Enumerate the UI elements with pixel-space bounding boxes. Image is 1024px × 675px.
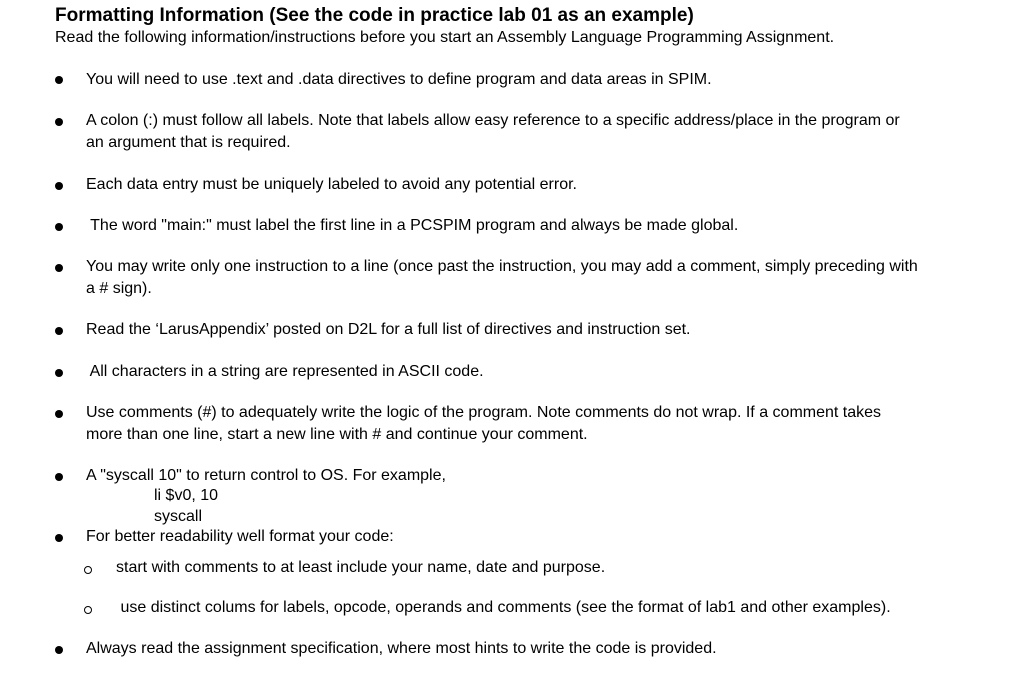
- bullet-icon: [55, 182, 63, 190]
- list-item-continuation: more than one line, start a new line with # and continue your comment.: [86, 426, 588, 443]
- list-item: Each data entry must be uniquely labeled to avoid any potential error.: [86, 176, 577, 193]
- list-item: The word "main:" must label the first line in a PCSPIM program and always be made global.: [86, 217, 739, 234]
- list-item: A "syscall 10" to return control to OS. For example,: [86, 467, 446, 484]
- list-item: Always read the assignment specification, where most hints to write the code is provided.: [86, 640, 717, 657]
- list-item: You may write only one instruction to a line (once past the instruction, you may add a comment, simply preceding with: [86, 258, 918, 275]
- list-item-continuation: a # sign).: [86, 280, 152, 297]
- document-intro: Read the following information/instructions before you start an Assembly Language Programming Assignment.: [55, 29, 835, 46]
- sub-bullet-icon: [84, 606, 92, 614]
- list-item: A colon (:) must follow all labels. Note that labels allow easy reference to a specific address/place in the program or: [86, 112, 900, 129]
- bullet-icon: [55, 369, 63, 377]
- document-title: Formatting Information (See the code in practice lab 01 as an example): [55, 5, 694, 26]
- list-item: For better readability well format your code:: [86, 528, 394, 545]
- bullet-icon: [55, 473, 63, 481]
- bullet-icon: [55, 534, 63, 542]
- sub-list-item: start with comments to at least include your name, date and purpose.: [116, 559, 606, 576]
- bullet-icon: [55, 76, 63, 84]
- list-item: Use comments (#) to adequately write the logic of the program. Note comments do not wrap. If a comment takes: [86, 404, 882, 421]
- list-item: You will need to use .text and .data directives to define program and data areas in SPIM.: [86, 71, 712, 88]
- bullet-icon: [55, 327, 63, 335]
- bullet-icon: [55, 223, 63, 231]
- list-item-continuation: an argument that is required.: [86, 134, 291, 151]
- sub-list-item: use distinct colums for labels, opcode, operands and comments (see the format of lab1 and other examples).: [116, 599, 891, 616]
- bullet-icon: [55, 264, 63, 272]
- list-item: Read the ‘LarusAppendix’ posted on D2L for a full list of directives and instruction set.: [86, 321, 691, 338]
- list-item: All characters in a string are represented in ASCII code.: [86, 363, 484, 380]
- bullet-icon: [55, 646, 63, 654]
- code-line: syscall: [154, 508, 203, 525]
- bullet-icon: [55, 410, 63, 418]
- code-line: li $v0, 10: [154, 487, 219, 504]
- bullet-icon: [55, 118, 63, 126]
- sub-bullet-icon: [84, 566, 92, 574]
